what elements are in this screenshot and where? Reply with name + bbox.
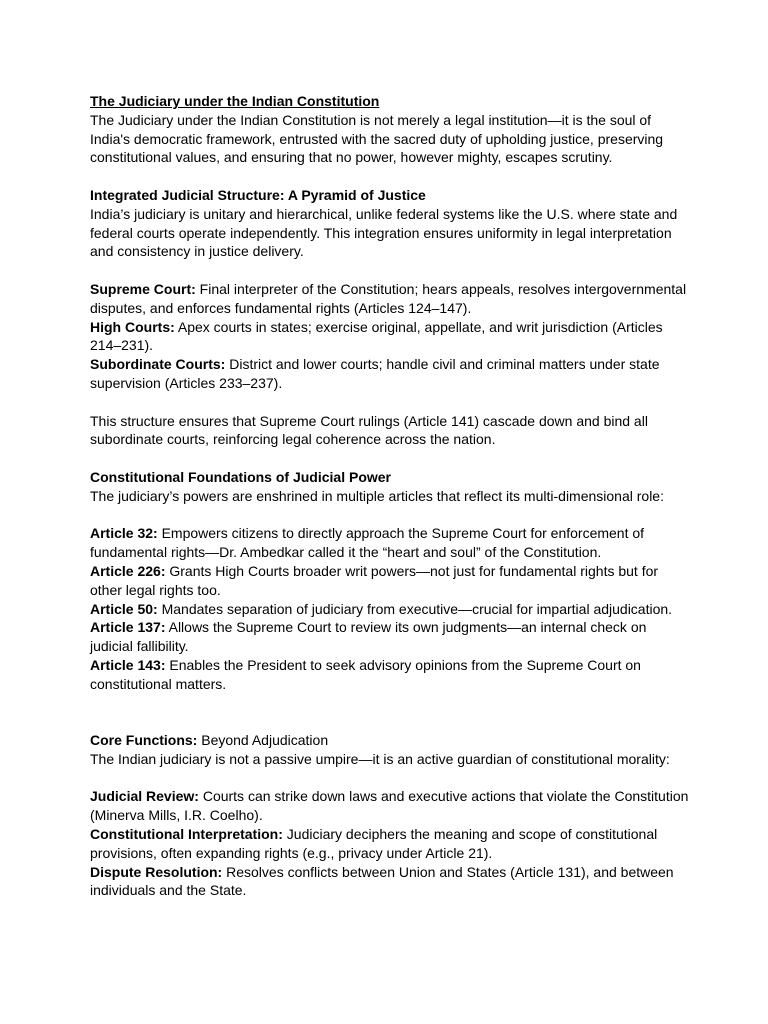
list-item-judicial-review (90, 787, 690, 825)
spacer (90, 506, 690, 525)
structure-paragraph: India’s judiciary is unitary and hierarchical, unlike federal systems like the U.S. where state and federal courts operate independently. This integration ensures uniformity in legal interpretation and consistency in justice delivery. (90, 205, 678, 260)
structure-heading: Integrated Judicial Structure: A Pyramid of Justice (90, 186, 426, 203)
functions-heading (90, 731, 690, 750)
intro-paragraph: The Judiciary under the Indian Constitution is not merely a legal institution—it is the soul of India's democratic framework, entrusted with the sacred duty of upholding justice, preserving constitutional values, and ensuring that no power, however mighty, escapes scrutiny. (90, 111, 664, 166)
item-text: Apex courts in states; exercise original, appellate, and writ jurisdiction (Articles 214–231). (90, 318, 663, 354)
functions-paragraph: The Indian judiciary is not a passive umpire—it is an active guardian of constitutional morality: (90, 750, 670, 767)
foundations-heading: Constitutional Foundations of Judicial Power (90, 468, 391, 485)
item-text: Grants High Courts broader writ powers—not just for fundamental rights but for other legal rights too. (90, 562, 659, 598)
item-term: Judicial Review: (90, 788, 199, 805)
item-term: Article 50: (90, 600, 158, 617)
list-item-article-32 (90, 524, 690, 562)
functions-heading-bold: Core Functions: (90, 732, 198, 749)
spacer (90, 393, 690, 412)
document-page (90, 92, 690, 900)
list-item-article-50 (90, 600, 690, 619)
functions-heading-rest: Beyond Adjudication (197, 732, 329, 749)
document-title: The Judiciary under the Indian Constitution (90, 93, 380, 109)
item-term: Dispute Resolution: (90, 863, 223, 880)
spacer (90, 694, 690, 732)
item-term: Article 32: (90, 525, 158, 542)
item-text: Empowers citizens to directly approach the Supreme Court for enforcement of fundamental rights—Dr. Ambedkar called it the “heart and soul” of the Constitution. (90, 525, 645, 561)
list-item-dispute-resolution (90, 863, 690, 901)
item-text: Courts can strike down laws and executive actions that violate the Constitution (Minerva Mills, I.R. Coelho). (90, 788, 689, 824)
list-item-constitutional-interpretation (90, 825, 690, 863)
item-text: Allows the Supreme Court to review its own judgments—an internal check on judicial fallibility. (90, 619, 647, 655)
item-term: Subordinate Courts: (90, 356, 226, 373)
list-item-high-courts (90, 318, 690, 356)
item-text: District and lower courts; handle civil and criminal matters under state supervision (Articles 233–237). (90, 356, 660, 391)
spacer (90, 261, 690, 280)
spacer (90, 449, 690, 468)
item-text: Enables the President to seek advisory opinions from the Supreme Court on constitutional matters. (90, 656, 641, 692)
item-text: Final interpreter of the Constitution; hears appeals, resolves intergovernmental disputes, and enforces fundamental rights (Articles 124–147). (90, 280, 687, 316)
item-term: Article 137: (90, 619, 166, 636)
list-item-article-137 (90, 618, 690, 656)
list-item-article-226 (90, 562, 690, 600)
spacer (90, 769, 690, 788)
list-item-article-143 (90, 656, 690, 694)
item-term: High Courts: (90, 318, 175, 335)
item-text: Resolves conflicts between Union and States (Article 131), and between individuals and the State. (90, 863, 674, 899)
spacer (90, 167, 690, 186)
item-term: Constitutional Interpretation: (90, 826, 283, 843)
list-item-supreme-court (90, 280, 690, 318)
foundations-paragraph: The judiciary’s powers are enshrined in multiple articles that reflect its multi-dimensional role: (90, 487, 664, 504)
item-text: Judiciary deciphers the meaning and scope of constitutional provisions, often expanding rights (e.g., privacy under Article 21). (90, 826, 658, 861)
structure-closing-paragraph: This structure ensures that Supreme Court rulings (Article 141) cascade down and bind all subordinate courts, reinforcing legal coherence across the nation. (90, 412, 648, 448)
item-term: Article 226: (90, 562, 166, 579)
item-term: Article 143: (90, 656, 166, 673)
item-text: Mandates separation of judiciary from executive—crucial for impartial adjudication. (157, 600, 673, 617)
list-item-subordinate-courts (90, 355, 690, 393)
item-term: Supreme Court: (90, 280, 196, 297)
